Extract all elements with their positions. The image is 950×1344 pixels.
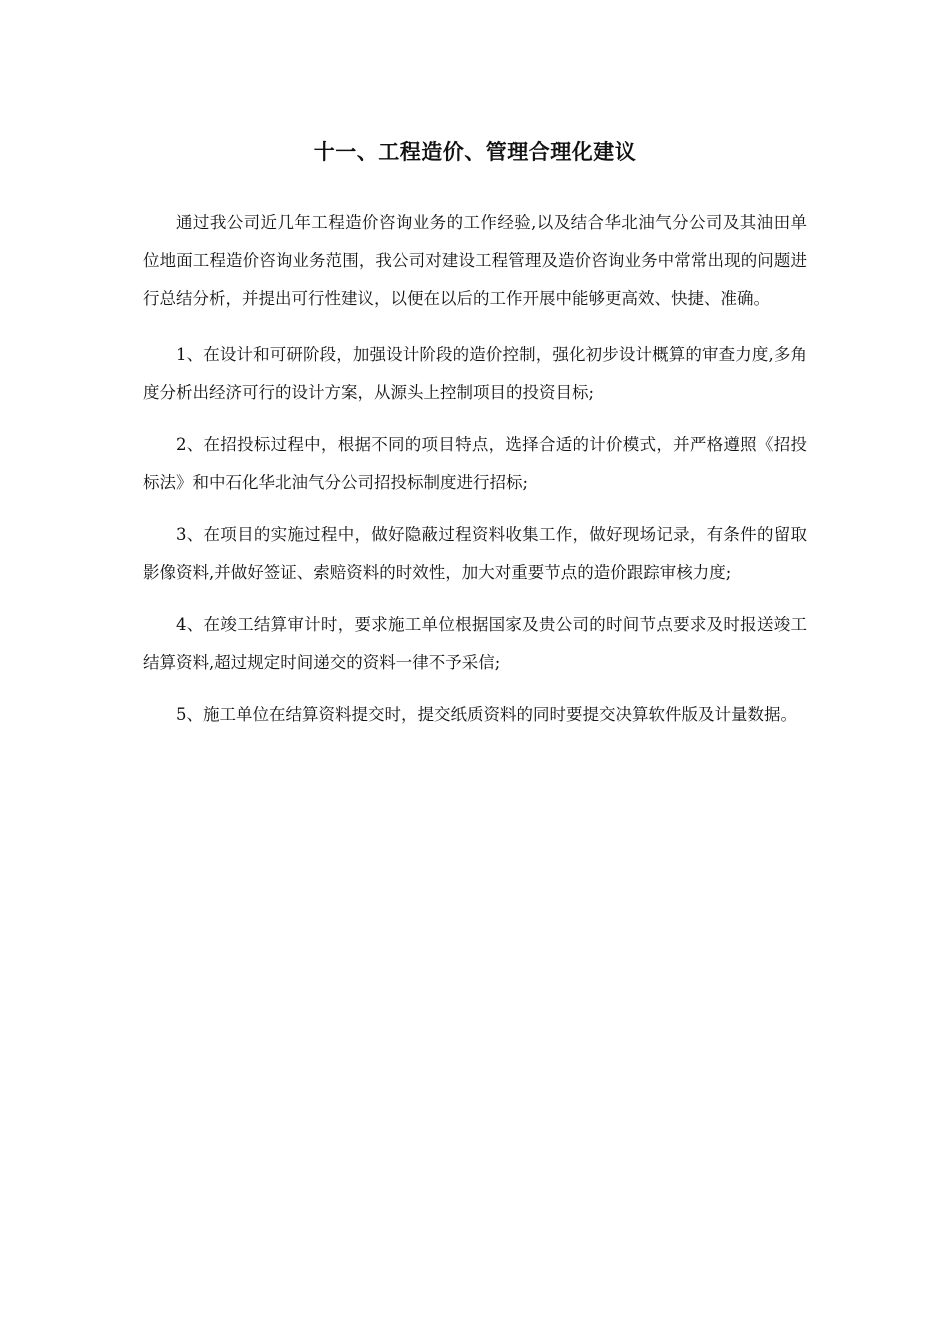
- suggestion-paragraph-2: 2、在招投标过程中，根据不同的项目特点，选择合适的计价模式，并严格遵照《招投标法》和中石化华北油气分公司招投标制度进行招标;: [143, 435, 807, 492]
- page-title: 十一、工程造价、管理合理化建议: [313, 140, 637, 164]
- intro-paragraph: 通过我公司近几年工程造价咨询业务的工作经验,以及结合华北油气分公司及其油田单位地面工程造价咨询业务范围，我公司对建设工程管理及造价咨询业务中常常出现的问题进行总结分析，并提出可行性建议，以便在以后的工作开展中能够更高效、快捷、准确。: [143, 213, 807, 308]
- suggestion-paragraph-3: 3、在项目的实施过程中，做好隐蔽过程资料收集工作，做好现场记录，有条件的留取影像资料,并做好签证、索赔资料的时效性，加大对重要节点的造价跟踪审核力度;: [143, 525, 807, 582]
- suggestion-paragraph-5: 5、施工单位在结算资料提交时，提交纸质资料的同时要提交决算软件版及计量数据。: [176, 705, 797, 724]
- suggestion-paragraph-4: 4、在竣工结算审计时，要求施工单位根据国家及贵公司的时间节点要求及时报送竣工结算资料,超过规定时间递交的资料一律不予采信;: [143, 615, 807, 672]
- suggestion-paragraph-1: 1、在设计和可研阶段，加强设计阶段的造价控制，强化初步设计概算的审查力度,多角度分析出经济可行的设计方案，从源头上控制项目的投资目标;: [143, 345, 807, 402]
- document-body: [143, 204, 807, 748]
